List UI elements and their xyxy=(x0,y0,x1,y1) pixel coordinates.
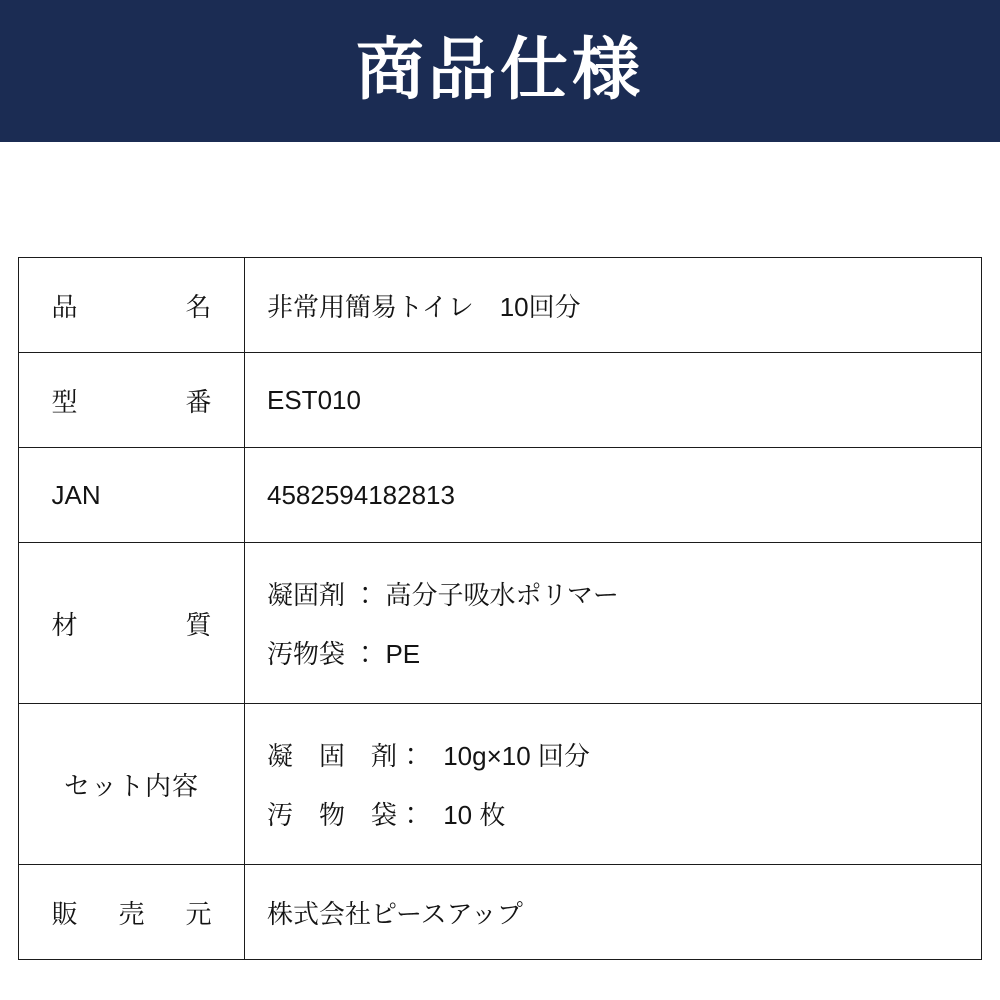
table-row xyxy=(19,448,982,543)
row-value-set-contents: 凝 固 剤 ： 10g×10 回分 汚 物 袋 ： 10 枚 xyxy=(245,704,982,865)
spec-table-container xyxy=(0,142,1000,960)
table-row xyxy=(19,353,982,448)
row-value-product-name: 非常用簡易トイレ 10回分 xyxy=(245,258,982,353)
table-row xyxy=(19,258,982,353)
row-label-model-number: 型番 xyxy=(19,353,245,448)
row-label-distributor: 販売元 xyxy=(19,865,245,960)
row-label-set-contents: セット内容 xyxy=(19,704,245,865)
row-value-jan: 4582594182813 xyxy=(245,448,982,543)
row-value-material: 凝固剤 ： 高分子吸水ポリマー 汚物袋 ： PE xyxy=(245,543,982,704)
row-label-material: 材質 xyxy=(19,543,245,704)
row-value-distributor: 株式会社ピースアップ xyxy=(245,865,982,960)
table-row xyxy=(19,704,982,865)
row-label-product-name: 品名 xyxy=(19,258,245,353)
spec-table xyxy=(18,257,982,960)
header-banner xyxy=(0,0,1000,142)
table-row xyxy=(19,543,982,704)
row-value-model-number: EST010 xyxy=(245,353,982,448)
table-row xyxy=(19,865,982,960)
page-title: 商品仕様 xyxy=(355,31,644,110)
row-label-jan: JAN xyxy=(19,448,245,543)
